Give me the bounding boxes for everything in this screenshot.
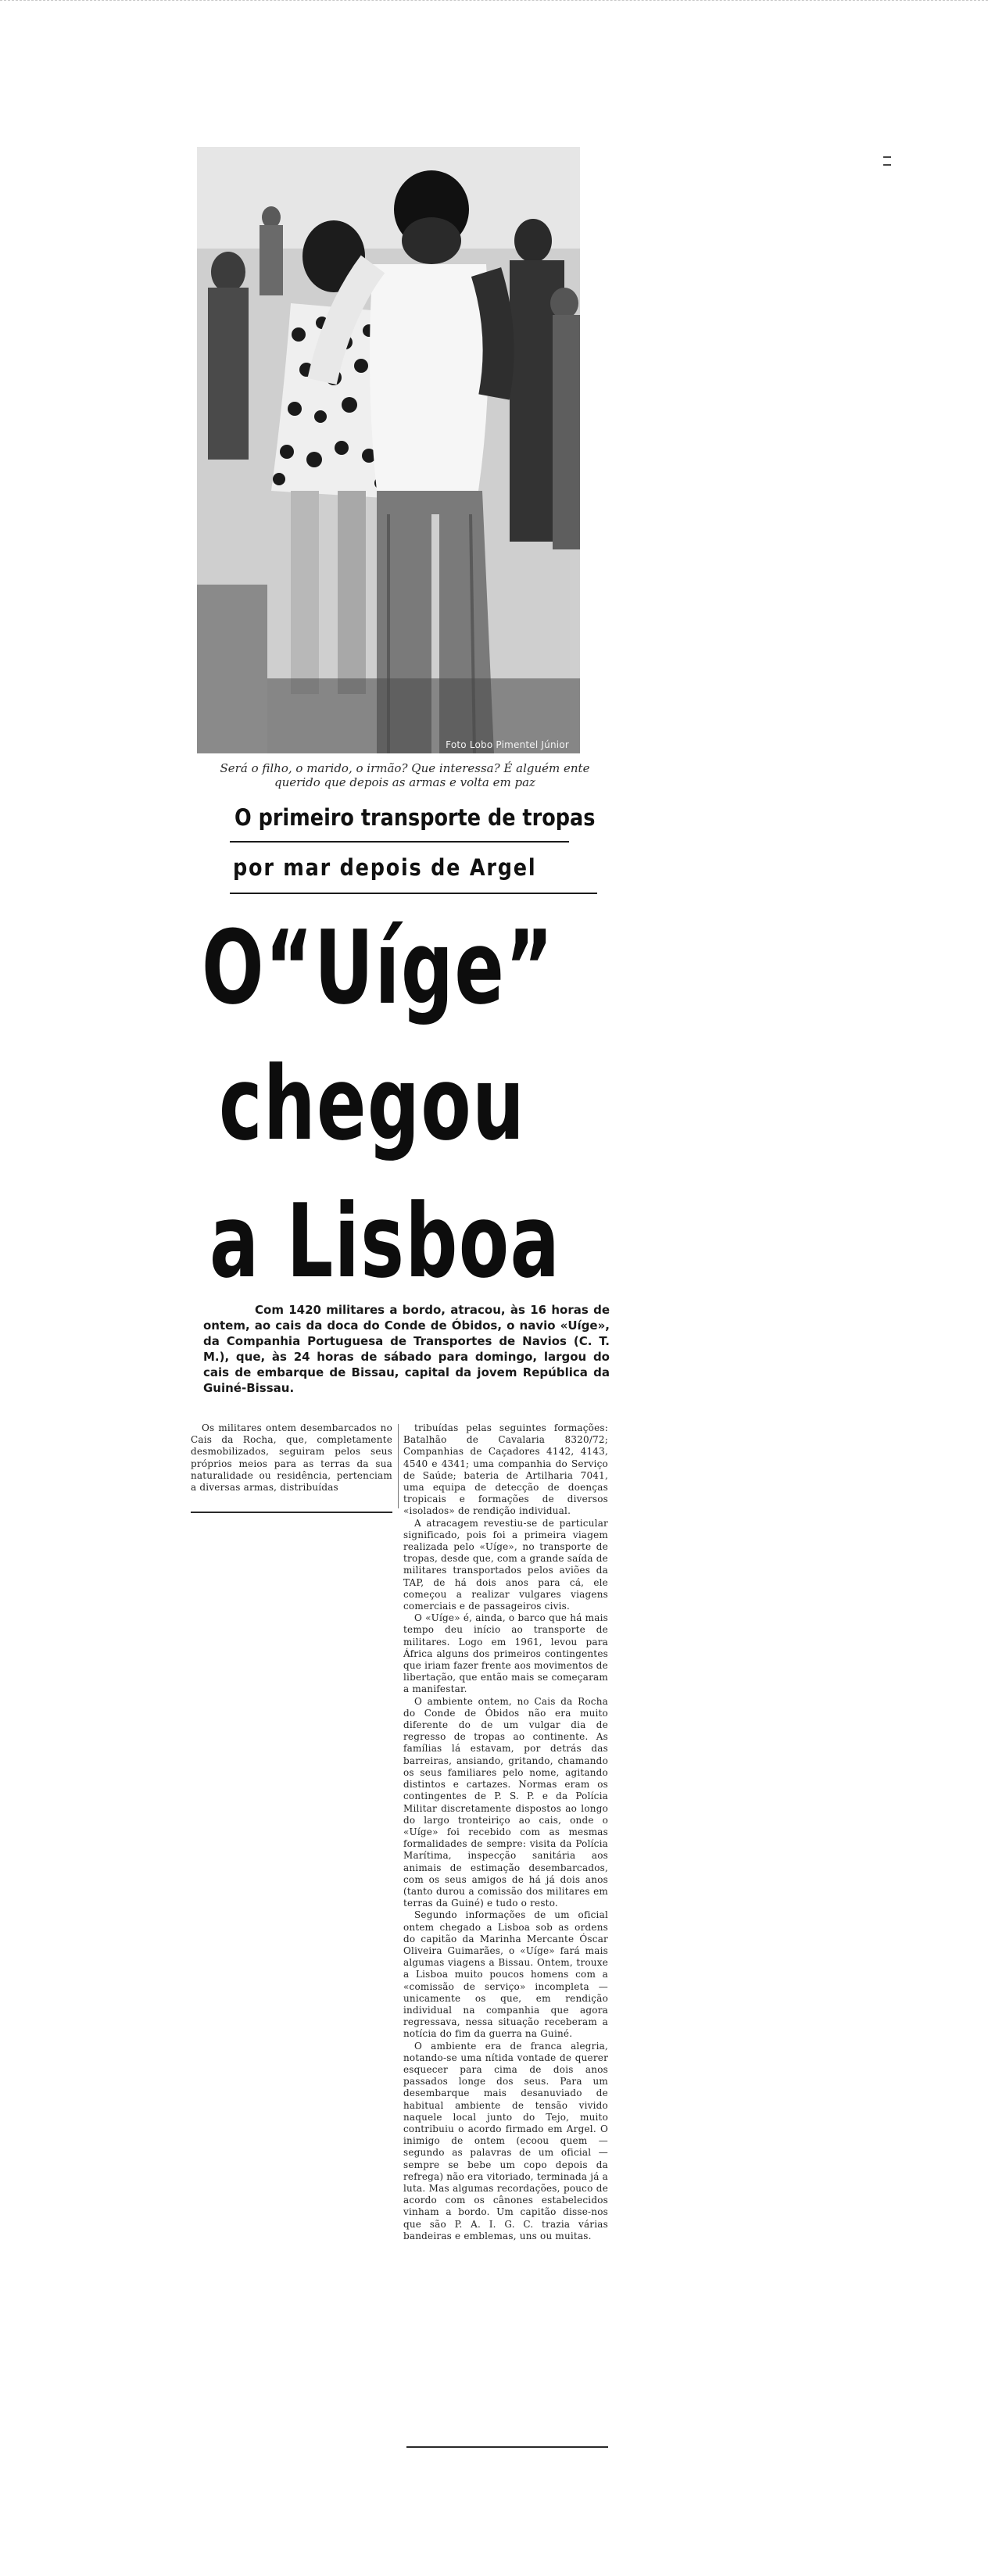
kicker-rule-1 bbox=[230, 841, 569, 843]
body-paragraph: O ambiente era de franca alegria, notando-se uma nítida vontade de querer esquecer para cima de dois anos passados longe dos seus. Para um desembarque mais desanuviado de habitual ambiente de tensão vivido naquele local junto do Tejo, muito contribuiu o acordo firmado em Argel. O inimigo de ontem (ecoou quem — segundo as palavras de um oficial — sempre se bebe um copo depois da refrega) não era vitoriado, terminada já a luta. Mas algumas recordações, pouco de acordo com os cânones estabelecidos vinham a bordo. Um capitão disse-nos que são P. A. I. G. C. trazia várias bandeiras e emblemas, uns ou muitas. bbox=[403, 2040, 608, 2241]
body-column-left bbox=[191, 1422, 392, 1494]
body-column-right bbox=[403, 1422, 608, 2242]
kicker-line-1: O primeiro transporte de tropas bbox=[234, 804, 596, 831]
scan-edge bbox=[0, 0, 988, 3]
lead-paragraph: Com 1420 militares a bordo, atracou, às 16 horas de ontem, ao cais da doca do Conde de Óbidos, o navio «Uíge», da Companhia Portuguesa de Transportes de Navios (C. T. M.), que, às 24 horas de sábado para domingo, largou do cais de embarque de Bissau, capital da jovem República da Guiné-Bissau. bbox=[203, 1303, 610, 1395]
kicker-line-2: por mar depois de Argel bbox=[233, 854, 537, 881]
headline-line-1: O“Uíge” bbox=[202, 908, 555, 1027]
embrace-photo-illustration bbox=[197, 147, 580, 753]
headline-line-2: chegou bbox=[219, 1044, 526, 1163]
stray-mark bbox=[883, 156, 891, 166]
body-paragraph: O ambiente ontem, no Cais da Rocha do Conde de Óbidos não era muito diferente do de um vulgar dia de regresso de tropas ao continente. As famílias lá estavam, por detrás das barreiras, ansiando, gritando, chamando os seus familiares pelo nome, agitando distintos e cartazes. Normas eram os contingentes de P. S. P. e da Polícia Militar discretamente dispostos ao longo do largo tronteiriço ao cais, onde o «Uíge» foi recebido com as mesmas formalidades de sempre: visita da Polícia Marítima, inspecção sanitária aos animais de estimação desembarcados, com os seus amigos de há já dois anos (tanto durou a comissão dos militares em terras da Guiné) e tudo o resto. bbox=[403, 1695, 608, 1909]
article-end-rule bbox=[406, 2446, 608, 2448]
body-paragraph: tribuídas pelas seguintes formações: Batalhão de Cavalaria 8320/72; Companhias de Caçadores 4142, 4143, 4540 e 4341; uma companhia do Serviço de Saúde; bateria de Artilharia 7041, uma equipa de detecção de doenças tropicais e formações de diversos «isolados» de rendição individual. bbox=[403, 1422, 608, 1517]
body-paragraph: O «Uíge» é, ainda, o barco que há mais tempo deu início ao transporte de militares. Logo em 1961, levou para África alguns dos primeiros contingentes que iriam fazer frente aos movimentos de libertação, que então mais se começaram a manifestar. bbox=[403, 1612, 608, 1695]
body-paragraph: Os militares ontem desembarcados no Cais da Rocha, que, completamente desmobilizados, seguiram pelos seus próprios meios para as terras da sua naturalidade ou residência, pertenciam a diversas armas, distribuídas bbox=[191, 1422, 392, 1494]
photo-credit: Foto Lobo Pimentel Júnior bbox=[446, 739, 569, 750]
column-divider bbox=[398, 1424, 399, 1508]
column-end-rule-left bbox=[191, 1512, 392, 1513]
body-paragraph: Segundo informações de um oficial ontem chegado a Lisboa sob as ordens do capitão da Marinha Mercante Óscar Oliveira Guimarães, o «Uíge» fará mais algumas viagens a Bissau. Ontem, trouxe a Lisboa muito poucos homens com a «comissão de serviço» incompleta — unicamente os que, em rendição individual na companhia que agora regressava, nessa situação receberam a notícia do fim da guerra na Guiné. bbox=[403, 1909, 608, 2040]
photo-caption: Será o filho, o marido, o irmão? Que interessa? É alguém ente querido que depois as armas e volta em paz bbox=[220, 761, 590, 789]
kicker-rule-2 bbox=[230, 893, 597, 894]
news-photo bbox=[197, 147, 580, 753]
body-paragraph: A atracagem revestiu-se de particular significado, pois foi a primeira viagem realizada pelo «Uíge», no transporte de tropas, desde que, com a grande saída de militares transportados pelos aviões da TAP, de há dois anos para cá, ele começou a realizar vulgares viagens comerciais e de passageiros civis. bbox=[403, 1517, 608, 1612]
headline-line-3: a Lisboa bbox=[209, 1182, 561, 1301]
